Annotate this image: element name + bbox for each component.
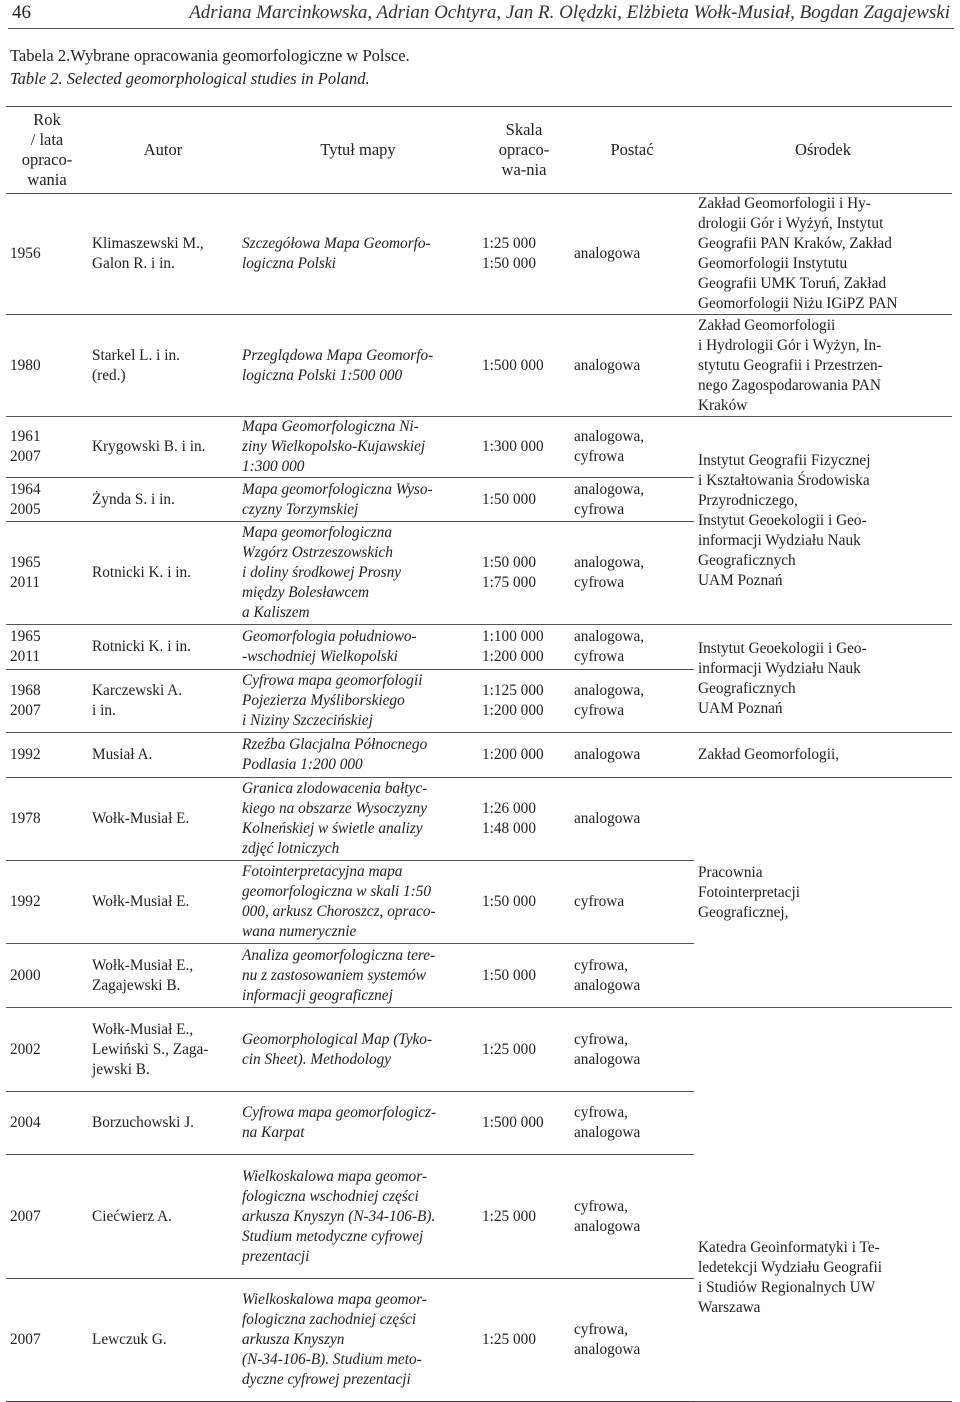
cell-form [570,944,694,1008]
cell-year [6,1155,88,1279]
cell-author [88,861,238,944]
cell-line: opraco- [498,140,550,159]
cell-line: logiczna Polski [242,255,336,272]
cell-line: 1:500 000 [482,356,544,374]
cell-line: Granica zlodowacenia bałtyc- [242,780,428,797]
cell-line: 1:50 000 [482,490,536,508]
cell-line: Starkel L. i in. [92,346,180,364]
cell-line: Pracownia [698,863,763,881]
cell-line: Cyfrowa mapa geomorfologicz- [242,1104,437,1121]
cell-line: wa-nia [501,160,547,179]
table-row [6,733,952,778]
cell-line: cyfrowa [574,448,625,465]
cell-line: 1:75 000 [482,574,536,591]
cell-line: 1:100 000 [482,628,544,645]
cell-line: Fotointerpretacji [698,883,800,901]
cell-title [238,1279,478,1402]
cell-line: 1965 [10,554,41,571]
cell-line: Lewczuk G. [92,1331,167,1348]
cell-line: 1:500 000 [482,1114,544,1131]
cell-center [694,625,952,733]
cell-line: Szczegółowa Mapa Geomorfo- [242,235,431,252]
header-title: Tytuł mapy [238,107,478,194]
cell-line: Instytut Geoekologii i Geo- [698,639,867,657]
cell-line: 1:200 000 [482,746,544,763]
cell-scale [478,778,570,861]
table-row [6,778,952,861]
cell-line: Geomorfologii Niżu IGiPZ PAN [698,295,898,312]
cell-line: Borzuchowski J. [92,1114,194,1131]
cell-line: 2007 [10,448,41,465]
cell-year [6,1008,88,1092]
cell-line: a Kaliszem [242,604,310,621]
cell-title [238,194,478,315]
cell-line: Instytut Geoekologii i Geo- [698,511,867,529]
cell-line: Mapa geomorfologiczna [242,524,392,541]
cell-line: wania [27,170,67,189]
cell-line: 2007 [10,1207,41,1225]
cell-line: i Niziny Szczecińskiej [242,712,373,729]
cell-line: logiczna Polski 1:500 000 [242,366,403,384]
header-form: Postać [570,107,694,194]
cell-line: Rzeźba Glacjalna Północnego [242,736,428,753]
cell-title [238,1008,478,1092]
cell-line: 1:125 000 [482,682,544,699]
cell-line: analogowa [574,1124,641,1141]
cell-line: analogowa, [574,628,645,645]
cell-center [694,194,952,315]
cell-line: Zagajewski B. [92,976,181,994]
cell-line: informacji Wydziału Nauk [698,659,861,677]
cell-line: 1992 [10,746,41,763]
running-head: Adriana Marcinkowska, Adrian Ochtyra, Jan R. Olędzki, Elżbieta Wołk-Musiał, Bogdan Zagajewski [189,2,950,23]
cell-scale [478,670,570,733]
cell-line: i in. [92,702,116,719]
cell-author [88,944,238,1008]
cell-scale [478,861,570,944]
cell-form [570,417,694,478]
cell-title [238,417,478,478]
cell-form [570,778,694,861]
cell-line: Przeglądowa Mapa Geomorfo- [242,346,434,364]
cell-line: Krygowski B. i in. [92,438,206,455]
cell-title [238,733,478,778]
cell-year [6,417,88,478]
cell-line: cyfrowa [574,500,625,518]
header-author: Autor [88,107,238,194]
cell-scale [478,417,570,478]
table-row [6,315,952,417]
cell-line: Wołk-Musiał E. [92,893,190,910]
cell-line: stytutu Geografii i Przestrzen- [698,356,883,374]
cell-year [6,1279,88,1402]
cell-form [570,315,694,417]
cell-line: 1:50 000 [482,554,536,571]
cell-line: i Kształtowania Środowiska [698,471,870,489]
cell-line: Klimaszewski M., [92,235,204,252]
cell-line: Mapa geomorfologiczna Wyso- [242,480,433,498]
cell-line: cyfrowa, [574,1197,628,1215]
cell-line: 000, arkusz Choroszcz, opraco- [242,903,436,920]
cell-line: wana numerycznie [242,923,357,940]
cell-line: Warszawa [698,1298,761,1316]
cell-line: -wschodniej Wielkopolski [242,648,398,665]
cell-line: 1:300 000 [482,438,544,455]
cell-line: 1978 [10,810,41,827]
cell-line: 1:50 000 [482,893,536,910]
cell-scale [478,944,570,1008]
cell-line: analogowa [574,356,641,374]
cell-line: (N-34-106-B). Studium meto- [242,1351,422,1368]
header-center: Ośrodek [694,107,952,194]
table-row [6,625,952,670]
page-header [8,0,952,28]
cell-scale [478,625,570,670]
cell-author [88,625,238,670]
cell-line: 1:50 000 [482,255,536,272]
table-row [6,194,952,315]
cell-line: Rok [33,110,61,129]
cell-line: Galon R. i in. [92,255,175,272]
studies-table [6,106,952,1402]
cell-form [570,1279,694,1402]
cell-form [570,478,694,522]
cell-title [238,1155,478,1279]
cell-center [694,315,952,417]
cell-line: Instytut Geografii Fizycznej [698,451,871,469]
cell-line: analogowa [574,810,641,827]
cell-line: Geomorfologia południowo- [242,628,417,645]
cell-form [570,1008,694,1092]
cell-line: 2007 [10,702,41,719]
page-number: 46 [12,2,31,23]
cell-scale [478,194,570,315]
cell-line: dyczne cyfrowej prezentacji [242,1371,411,1388]
cell-author [88,478,238,522]
header-rule [8,28,954,29]
cell-line: cyfrowa, [574,956,628,974]
cell-line: 1:200 000 [482,702,544,719]
cell-title [238,478,478,522]
cell-author [88,417,238,478]
cell-scale [478,1155,570,1279]
cell-line: nu z zastosowaniem systemów [242,966,426,984]
cell-line: między Bolesławcem [242,584,370,601]
cell-line: Rotnicki K. i in. [92,638,192,655]
cell-line: 1956 [10,245,41,262]
cell-line: Zakład Geomorfologii i Hy- [698,195,871,212]
cell-line: jewski B. [92,1060,150,1078]
cell-line: 1980 [10,356,41,374]
cell-line: 1964 [10,480,41,498]
cell-line: cyfrowa [574,648,625,665]
cell-line: 1:48 000 [482,820,536,837]
cell-author [88,670,238,733]
cell-year [6,861,88,944]
cell-line: 2004 [10,1114,41,1131]
cell-form [570,625,694,670]
cell-line: analogowa [574,1050,641,1068]
cell-scale [478,478,570,522]
cell-line: Skala [505,120,543,139]
cell-line: Zakład Geomorfologii, [698,746,840,763]
cell-form [570,522,694,625]
cell-line: 2011 [10,648,41,665]
cell-line: analogowa, [574,480,645,498]
cell-line: Wzgórz Ostrzeszowskich [242,544,393,561]
cell-line: 1:50 000 [482,966,536,984]
table-caption-en: Table 2. Selected geomorphological studies in Poland. [10,69,370,88]
cell-line: Pojezierza Myśliborskiego [242,692,405,709]
cell-line: UAM Poznań [698,699,783,717]
cell-center [694,778,952,1008]
cell-year [6,1092,88,1155]
cell-line: analogowa, [574,682,645,699]
cell-line: arkusza Knyszyn (N-34-106-B). [242,1207,436,1225]
cell-line: 1:25 000 [482,1207,536,1225]
cell-form [570,1092,694,1155]
cell-author [88,315,238,417]
cell-line: Zakład Geomorfologii [698,316,836,334]
cell-line: Mapa Geomorfologiczna Ni- [242,418,419,435]
cell-year [6,194,88,315]
cell-form [570,194,694,315]
cell-scale [478,1092,570,1155]
cell-line: Wielkoskalowa mapa geomor- [242,1167,427,1185]
cell-year [6,625,88,670]
cell-line: na Karpat [242,1124,305,1141]
cell-scale [478,1008,570,1092]
table-caption-pl: Tabela 2.Wybrane opracowania geomorfologiczne w Polsce. [10,46,410,65]
cell-line: cyfrowa [574,702,625,719]
cell-line: cyfrowa, [574,1321,628,1338]
cell-line: 2000 [10,966,41,984]
cell-line: Żynda S. i in. [92,490,175,508]
cell-line: 2002 [10,1040,41,1058]
cell-title [238,522,478,625]
cell-line: i Studiów Regionalnych UW [698,1278,876,1296]
cell-center-empty [694,1008,952,1155]
cell-year [6,478,88,522]
cell-center [694,733,952,778]
cell-scale [478,522,570,625]
cell-author [88,1155,238,1279]
cell-line: informacji geograficznej [242,986,393,1004]
cell-line: 1:25 000 [482,235,536,252]
cell-line: informacji Wydziału Nauk [698,531,861,549]
cell-line: Geomorphological Map (Tyko- [242,1030,433,1048]
cell-year [6,778,88,861]
cell-line: opraco- [21,150,73,169]
cell-title [238,1092,478,1155]
cell-scale [478,733,570,778]
cell-line: Cyfrowa mapa geomorfologii [242,672,423,689]
header-scale [478,107,570,194]
cell-year [6,315,88,417]
cell-line: Lewiński S., Zaga- [92,1040,209,1058]
cell-line: analogowa, [574,428,645,445]
cell-form [570,733,694,778]
cell-form [570,670,694,733]
cell-title [238,625,478,670]
cell-line: Podlasia 1:200 000 [242,756,363,773]
cell-line: Musiał A. [92,746,153,763]
cell-line: arkusza Knyszyn [242,1331,345,1348]
cell-line: Geograficznej, [698,903,789,921]
cell-year [6,522,88,625]
cell-line: Karczewski A. [92,682,183,699]
cell-title [238,778,478,861]
cell-line: Geograficznych [698,679,796,697]
cell-line: 1968 [10,682,41,699]
cell-line: zdjęć lotniczych [242,840,340,857]
cell-title [238,944,478,1008]
cell-line: kiego na obszarze Wysoczyzny [242,800,428,817]
cell-line: i Hydrologii Gór i Wyżyn, In- [698,336,882,354]
header-year [6,107,88,194]
cell-form [570,1155,694,1279]
cell-line: fologiczna zachodniej części [242,1311,417,1328]
cell-line: Wołk-Musiał E., [92,956,194,974]
cell-year [6,733,88,778]
cell-center [694,417,952,625]
cell-line: ledetekcji Wydziału Geografii [698,1258,882,1276]
cell-title [238,861,478,944]
cell-line: fologiczna wschodniej części [242,1187,419,1205]
table-row [6,1008,952,1092]
cell-line: Geografii PAN Kraków, Zakład [698,235,892,252]
cell-line: 1:200 000 [482,648,544,665]
cell-year [6,670,88,733]
cell-line: cin Sheet). Methodology [242,1050,392,1068]
cell-line: i doliny środkowej Prosny [242,564,402,581]
cell-line: 1:25 000 [482,1331,536,1348]
table-row [6,417,952,478]
cell-line: analogowa [574,746,641,763]
cell-line: 1:26 000 [482,800,536,817]
cell-line: 2005 [10,500,41,518]
cell-author [88,733,238,778]
cell-line: drologii Gór i Wyżyń, Instytut [698,215,884,232]
cell-line: analogowa [574,1217,641,1235]
cell-line: nego Zagospodarowania PAN [698,376,881,394]
cell-line: Ciećwierz A. [92,1207,172,1225]
cell-line: Kraków [698,396,748,414]
cell-line: cyfrowa, [574,1104,628,1121]
cell-title [238,670,478,733]
cell-line: Przyrodniczego, [698,491,798,509]
cell-line: Rotnicki K. i in. [92,564,192,581]
cell-author [88,778,238,861]
cell-line: ziny Wielkopolsko-Kujawskiej [242,438,426,455]
cell-line: prezentacji [242,1247,310,1265]
cell-line: Wielkoskalowa mapa geomor- [242,1291,427,1308]
cell-line: 1:300 000 [242,458,305,475]
cell-line: 1:25 000 [482,1040,536,1058]
cell-line: analogowa [574,245,641,262]
cell-line: 2011 [10,574,41,591]
cell-line: Katedra Geoinformatyki i Te- [698,1238,880,1256]
cell-line: Analiza geomorfologiczna tere- [242,946,436,964]
cell-line: / lata [30,130,64,149]
cell-line: Wołk-Musiał E., [92,1020,194,1038]
cell-line: Studium metodyczne cyfrowej [242,1227,424,1245]
cell-scale [478,315,570,417]
cell-line: Geografii UMK Toruń, Zakład [698,275,887,292]
cell-author [88,1279,238,1402]
cell-line: 1965 [10,628,41,645]
cell-line: 1992 [10,893,41,910]
cell-line: geomorfologiczna w skali 1:50 [242,883,432,900]
table-header-row [6,107,952,194]
cell-line: cyfrowa [574,893,625,910]
cell-author [88,1008,238,1092]
cell-line: analogowa [574,976,641,994]
table-row [6,1155,952,1279]
cell-author [88,522,238,625]
cell-line: Kolneńskiej w świetle analizy [242,820,423,837]
cell-scale [478,1279,570,1402]
cell-form [570,861,694,944]
cell-year [6,944,88,1008]
cell-author [88,194,238,315]
cell-line: analogowa, [574,554,645,571]
cell-title [238,315,478,417]
cell-line: Geograficznych [698,551,796,569]
cell-line: (red.) [92,366,126,384]
cell-author [88,1092,238,1155]
cell-line: Fotointerpretacyjna mapa [242,863,403,880]
cell-line: Wołk-Musiał E. [92,810,190,827]
cell-line: cyfrowa [574,574,625,591]
cell-line: cyfrowa, [574,1030,628,1048]
cell-line: UAM Poznań [698,571,783,589]
cell-line: Geomorfologii Instytutu [698,255,848,272]
cell-center [694,1155,952,1402]
cell-line: czyzny Torzymskiej [242,500,359,518]
cell-line: 2007 [10,1331,41,1348]
cell-line: analogowa [574,1341,641,1358]
cell-line: 1961 [10,428,41,445]
